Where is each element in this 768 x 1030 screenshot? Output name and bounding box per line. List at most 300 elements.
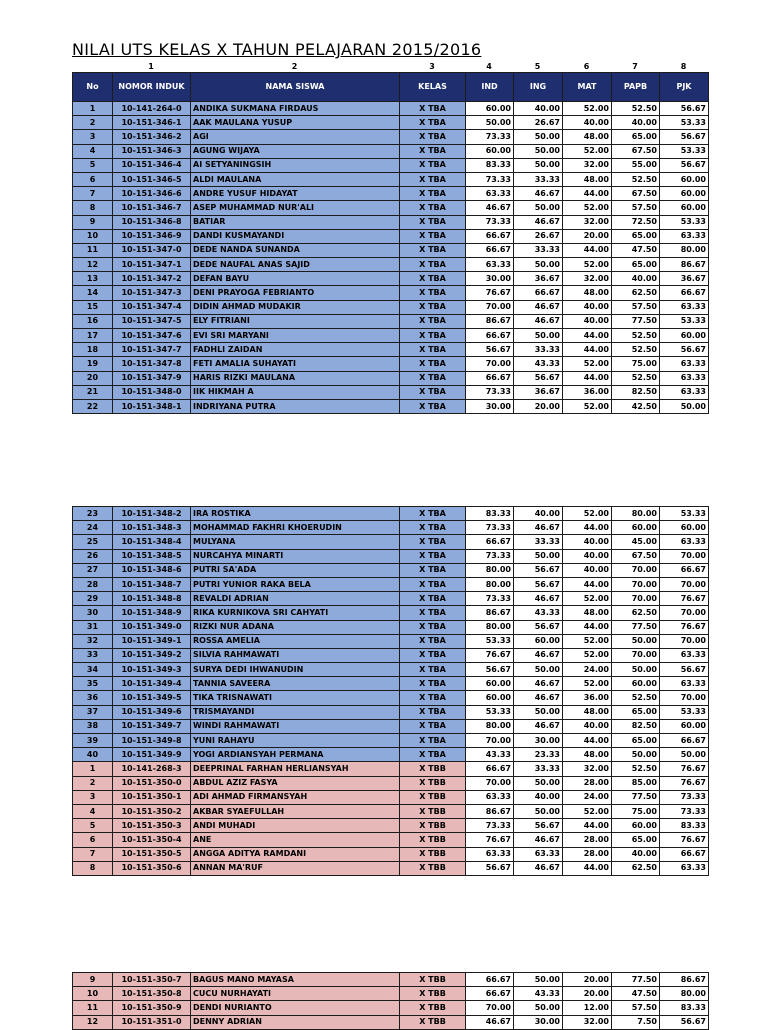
cell-no: 7	[73, 187, 113, 201]
cell-mat: 40.00	[563, 300, 612, 314]
cell-papb: 65.00	[612, 229, 660, 243]
table-row	[73, 987, 709, 1001]
cell-nama-siswa: ANDIKA SUKMANA FIRDAUS	[191, 102, 400, 116]
cell-nomor-induk: 10-151-349-5	[113, 691, 191, 705]
cell-pjk: 70.00	[660, 634, 709, 648]
cell-pjk: 70.00	[660, 606, 709, 620]
cell-pjk: 86.67	[660, 973, 709, 987]
cell-ind: 66.67	[466, 987, 514, 1001]
cell-papb: 62.50	[612, 286, 660, 300]
cell-no: 5	[73, 158, 113, 172]
cell-mat: 52.00	[563, 144, 612, 158]
table-row	[73, 300, 709, 314]
header-pjk: PJK	[660, 73, 709, 102]
cell-nomor-induk: 10-151-347-4	[113, 300, 191, 314]
cell-nomor-induk: 10-151-348-5	[113, 549, 191, 563]
table-row	[73, 592, 709, 606]
cell-no: 9	[73, 973, 113, 987]
cell-no: 18	[73, 343, 113, 357]
cell-ing: 33.33	[514, 762, 563, 776]
cell-nomor-induk: 10-151-350-1	[113, 790, 191, 804]
table-row	[73, 343, 709, 357]
cell-no: 28	[73, 577, 113, 591]
table-row	[73, 243, 709, 257]
cell-nomor-induk: 10-151-347-8	[113, 357, 191, 371]
cell-nama-siswa: AGUNG WIJAYA	[191, 144, 400, 158]
cell-nama-siswa: BAGUS MANO MAYASA	[191, 973, 400, 987]
cell-pjk: 76.67	[660, 776, 709, 790]
table-row	[73, 521, 709, 535]
cell-nomor-induk: 10-151-347-5	[113, 314, 191, 328]
cell-papb: 60.00	[612, 677, 660, 691]
cell-papb: 52.50	[612, 102, 660, 116]
cell-ing: 56.67	[514, 819, 563, 833]
cell-pjk: 60.00	[660, 521, 709, 535]
cell-no: 4	[73, 144, 113, 158]
cell-pjk: 60.00	[660, 172, 709, 186]
header-mat: MAT	[563, 73, 612, 102]
cell-nama-siswa: DENDI NURIANTO	[191, 1001, 400, 1015]
cell-nomor-induk: 10-151-350-5	[113, 847, 191, 861]
cell-papb: 75.00	[612, 357, 660, 371]
cell-nomor-induk: 10-151-348-7	[113, 577, 191, 591]
cell-ing: 50.00	[514, 130, 563, 144]
cell-nama-siswa: EVI SRI MARYANI	[191, 329, 400, 343]
cell-papb: 77.50	[612, 620, 660, 634]
cell-ing: 33.33	[514, 343, 563, 357]
cell-ind: 56.67	[466, 663, 514, 677]
cell-kelas: X TBA	[400, 648, 466, 662]
cell-nomor-induk: 10-151-347-7	[113, 343, 191, 357]
cell-no: 2	[73, 116, 113, 130]
cell-papb: 40.00	[612, 847, 660, 861]
cell-mat: 52.00	[563, 634, 612, 648]
cell-no: 10	[73, 987, 113, 1001]
cell-papb: 60.00	[612, 819, 660, 833]
cell-ind: 43.33	[466, 748, 514, 762]
table-row	[73, 507, 709, 521]
cell-mat: 32.00	[563, 272, 612, 286]
header-ing: ING	[514, 73, 563, 102]
cell-no: 24	[73, 521, 113, 535]
cell-pjk: 76.67	[660, 592, 709, 606]
table-row	[73, 762, 709, 776]
table-row	[73, 399, 709, 413]
cell-mat: 52.00	[563, 677, 612, 691]
cell-kelas: X TBA	[400, 385, 466, 399]
cell-nomor-induk: 10-151-349-2	[113, 648, 191, 662]
cell-nama-siswa: TIKA TRISNAWATI	[191, 691, 400, 705]
cell-pjk: 63.33	[660, 677, 709, 691]
cell-kelas: X TBB	[400, 776, 466, 790]
cell-ind: 60.00	[466, 691, 514, 705]
cell-nomor-induk: 10-151-347-1	[113, 258, 191, 272]
table-row	[73, 861, 709, 875]
cell-no: 6	[73, 833, 113, 847]
cell-kelas: X TBA	[400, 201, 466, 215]
cell-ind: 86.67	[466, 606, 514, 620]
cell-ind: 63.33	[466, 187, 514, 201]
cell-ind: 70.00	[466, 1001, 514, 1015]
cell-ing: 46.67	[514, 861, 563, 875]
cell-kelas: X TBB	[400, 847, 466, 861]
cell-nama-siswa: INDRIYANA PUTRA	[191, 399, 400, 413]
table-row	[73, 144, 709, 158]
table-row	[73, 286, 709, 300]
cell-papb: 42.50	[612, 399, 660, 413]
cell-ind: 86.67	[466, 314, 514, 328]
cell-nama-siswa: ANDRE YUSUF HIDAYAT	[191, 187, 400, 201]
cell-pjk: 56.67	[660, 130, 709, 144]
cell-pjk: 53.33	[660, 116, 709, 130]
cell-ing: 46.67	[514, 691, 563, 705]
cell-nama-siswa: PUTRI SA'ADA	[191, 563, 400, 577]
cell-nomor-induk: 10-151-347-6	[113, 329, 191, 343]
cell-papb: 82.50	[612, 385, 660, 399]
cell-papb: 60.00	[612, 521, 660, 535]
cell-ing: 43.33	[514, 987, 563, 1001]
cell-no: 9	[73, 215, 113, 229]
cell-mat: 24.00	[563, 663, 612, 677]
cell-pjk: 53.33	[660, 144, 709, 158]
cell-pjk: 56.67	[660, 343, 709, 357]
cell-pjk: 70.00	[660, 549, 709, 563]
cell-no: 23	[73, 507, 113, 521]
cell-pjk: 36.67	[660, 272, 709, 286]
cell-ind: 73.33	[466, 130, 514, 144]
cell-nomor-induk: 10-151-349-9	[113, 748, 191, 762]
cell-mat: 52.00	[563, 258, 612, 272]
cell-mat: 28.00	[563, 847, 612, 861]
table-row	[73, 371, 709, 385]
cell-nomor-induk: 10-151-346-4	[113, 158, 191, 172]
cell-mat: 52.00	[563, 357, 612, 371]
cell-ing: 56.67	[514, 620, 563, 634]
cell-ing: 20.00	[514, 399, 563, 413]
cell-no: 19	[73, 357, 113, 371]
cell-mat: 40.00	[563, 535, 612, 549]
cell-nomor-induk: 10-151-346-3	[113, 144, 191, 158]
cell-nomor-induk: 10-151-351-0	[113, 1015, 191, 1029]
cell-ing: 63.33	[514, 847, 563, 861]
cell-no: 33	[73, 648, 113, 662]
cell-nomor-induk: 10-151-348-8	[113, 592, 191, 606]
cell-kelas: X TBA	[400, 357, 466, 371]
cell-no: 5	[73, 819, 113, 833]
cell-ind: 76.67	[466, 648, 514, 662]
cell-kelas: X TBA	[400, 705, 466, 719]
cell-ing: 46.67	[514, 648, 563, 662]
cell-nomor-induk: 10-151-346-2	[113, 130, 191, 144]
cell-pjk: 83.33	[660, 1001, 709, 1015]
cell-nama-siswa: ANE	[191, 833, 400, 847]
cell-papb: 52.50	[612, 691, 660, 705]
cell-ing: 36.67	[514, 272, 563, 286]
cell-kelas: X TBA	[400, 399, 466, 413]
cell-mat: 44.00	[563, 329, 612, 343]
cell-mat: 20.00	[563, 987, 612, 1001]
cell-nama-siswa: REVALDI ADRIAN	[191, 592, 400, 606]
cell-no: 25	[73, 535, 113, 549]
cell-mat: 44.00	[563, 371, 612, 385]
column-number: 5	[534, 61, 541, 71]
cell-nomor-induk: 10-141-264-0	[113, 102, 191, 116]
cell-ind: 60.00	[466, 144, 514, 158]
cell-mat: 32.00	[563, 158, 612, 172]
header-nama-siswa: NAMA SISWA	[191, 73, 400, 102]
table-row	[73, 973, 709, 987]
cell-no: 2	[73, 776, 113, 790]
cell-ind: 53.33	[466, 634, 514, 648]
header-row	[73, 73, 709, 102]
cell-nama-siswa: DANDI KUSMAYANDI	[191, 229, 400, 243]
cell-nama-siswa: ANNAN MA'RUF	[191, 861, 400, 875]
cell-kelas: X TBA	[400, 286, 466, 300]
cell-ind: 60.00	[466, 102, 514, 116]
cell-mat: 52.00	[563, 592, 612, 606]
cell-mat: 32.00	[563, 762, 612, 776]
cell-mat: 28.00	[563, 776, 612, 790]
cell-kelas: X TBB	[400, 1015, 466, 1029]
cell-pjk: 63.33	[660, 385, 709, 399]
cell-kelas: X TBA	[400, 521, 466, 535]
cell-kelas: X TBA	[400, 300, 466, 314]
cell-nomor-induk: 10-151-347-2	[113, 272, 191, 286]
cell-mat: 40.00	[563, 563, 612, 577]
cell-no: 39	[73, 734, 113, 748]
table-row	[73, 1015, 709, 1029]
cell-no: 11	[73, 243, 113, 257]
table-row	[73, 677, 709, 691]
cell-ing: 46.67	[514, 677, 563, 691]
cell-mat: 48.00	[563, 286, 612, 300]
table-row	[73, 748, 709, 762]
cell-ing: 46.67	[514, 592, 563, 606]
cell-pjk: 80.00	[660, 987, 709, 1001]
cell-pjk: 63.33	[660, 861, 709, 875]
cell-ing: 46.67	[514, 187, 563, 201]
cell-nomor-induk: 10-151-346-8	[113, 215, 191, 229]
cell-nama-siswa: ELY FITRIANI	[191, 314, 400, 328]
cell-no: 20	[73, 371, 113, 385]
cell-pjk: 73.33	[660, 804, 709, 818]
cell-nomor-induk: 10-151-346-9	[113, 229, 191, 243]
cell-no: 1	[73, 102, 113, 116]
cell-ing: 40.00	[514, 507, 563, 521]
cell-ind: 80.00	[466, 577, 514, 591]
cell-ind: 66.67	[466, 535, 514, 549]
cell-ing: 66.67	[514, 286, 563, 300]
table-row	[73, 705, 709, 719]
cell-ing: 50.00	[514, 663, 563, 677]
cell-pjk: 76.67	[660, 762, 709, 776]
table-row	[73, 691, 709, 705]
table-row	[73, 549, 709, 563]
cell-no: 34	[73, 663, 113, 677]
cell-papb: 52.50	[612, 172, 660, 186]
cell-papb: 67.50	[612, 187, 660, 201]
cell-kelas: X TBB	[400, 790, 466, 804]
cell-ing: 26.67	[514, 116, 563, 130]
cell-ind: 73.33	[466, 172, 514, 186]
cell-nama-siswa: SILVIA RAHMAWATI	[191, 648, 400, 662]
cell-pjk: 60.00	[660, 201, 709, 215]
cell-papb: 47.50	[612, 243, 660, 257]
cell-ind: 73.33	[466, 385, 514, 399]
cell-pjk: 56.67	[660, 102, 709, 116]
cell-nama-siswa: AI SETYANINGSIH	[191, 158, 400, 172]
cell-papb: 77.50	[612, 790, 660, 804]
cell-ind: 83.33	[466, 158, 514, 172]
table-row	[73, 329, 709, 343]
cell-nomor-induk: 10-151-346-5	[113, 172, 191, 186]
cell-nomor-induk: 10-151-349-7	[113, 719, 191, 733]
cell-nama-siswa: TRISMAYANDI	[191, 705, 400, 719]
cell-ind: 70.00	[466, 776, 514, 790]
cell-ind: 63.33	[466, 790, 514, 804]
column-number: 4	[486, 61, 492, 71]
cell-nomor-induk: 10-151-349-6	[113, 705, 191, 719]
cell-ind: 80.00	[466, 563, 514, 577]
column-number: 7	[632, 61, 638, 71]
table-row	[73, 158, 709, 172]
table-row	[73, 102, 709, 116]
cell-pjk: 73.33	[660, 790, 709, 804]
cell-nama-siswa: ASEP MUHAMMAD NUR'ALI	[191, 201, 400, 215]
cell-no: 27	[73, 563, 113, 577]
cell-ing: 50.00	[514, 258, 563, 272]
cell-no: 26	[73, 549, 113, 563]
cell-kelas: X TBA	[400, 158, 466, 172]
cell-ind: 73.33	[466, 215, 514, 229]
cell-ind: 46.67	[466, 1015, 514, 1029]
cell-ing: 46.67	[514, 719, 563, 733]
cell-nomor-induk: 10-151-350-4	[113, 833, 191, 847]
cell-mat: 32.00	[563, 1015, 612, 1029]
cell-ing: 56.67	[514, 563, 563, 577]
table-row	[73, 314, 709, 328]
cell-ind: 66.67	[466, 371, 514, 385]
cell-ing: 33.33	[514, 243, 563, 257]
cell-kelas: X TBA	[400, 144, 466, 158]
table-row	[73, 833, 709, 847]
cell-ing: 26.67	[514, 229, 563, 243]
cell-pjk: 60.00	[660, 719, 709, 733]
cell-ind: 73.33	[466, 819, 514, 833]
cell-ing: 50.00	[514, 201, 563, 215]
cell-mat: 40.00	[563, 719, 612, 733]
table-row	[73, 187, 709, 201]
cell-papb: 50.00	[612, 634, 660, 648]
cell-mat: 36.00	[563, 691, 612, 705]
cell-no: 31	[73, 620, 113, 634]
cell-nama-siswa: AKBAR SYAEFULLAH	[191, 804, 400, 818]
cell-ing: 50.00	[514, 973, 563, 987]
cell-ing: 50.00	[514, 705, 563, 719]
cell-kelas: X TBA	[400, 592, 466, 606]
cell-papb: 65.00	[612, 705, 660, 719]
cell-ind: 53.33	[466, 705, 514, 719]
cell-ing: 46.67	[514, 521, 563, 535]
cell-papb: 77.50	[612, 314, 660, 328]
cell-nama-siswa: DENI PRAYOGA FEBRIANTO	[191, 286, 400, 300]
cell-pjk: 63.33	[660, 357, 709, 371]
cell-ind: 63.33	[466, 258, 514, 272]
cell-mat: 44.00	[563, 343, 612, 357]
cell-mat: 48.00	[563, 172, 612, 186]
cell-mat: 44.00	[563, 577, 612, 591]
cell-no: 4	[73, 804, 113, 818]
cell-kelas: X TBA	[400, 371, 466, 385]
cell-papb: 70.00	[612, 563, 660, 577]
cell-papb: 80.00	[612, 507, 660, 521]
cell-no: 6	[73, 172, 113, 186]
column-number: 3	[429, 61, 435, 71]
cell-ing: 50.00	[514, 549, 563, 563]
cell-ind: 86.67	[466, 804, 514, 818]
grades-table-block-3	[72, 972, 709, 1030]
cell-no: 15	[73, 300, 113, 314]
cell-nomor-induk: 10-151-347-0	[113, 243, 191, 257]
cell-nama-siswa: AGI	[191, 130, 400, 144]
cell-kelas: X TBA	[400, 343, 466, 357]
cell-nama-siswa: MOHAMMAD FAKHRI KHOERUDIN	[191, 521, 400, 535]
cell-pjk: 83.33	[660, 819, 709, 833]
cell-mat: 44.00	[563, 734, 612, 748]
cell-papb: 65.00	[612, 258, 660, 272]
cell-ind: 70.00	[466, 734, 514, 748]
cell-nomor-induk: 10-151-350-8	[113, 987, 191, 1001]
cell-kelas: X TBB	[400, 987, 466, 1001]
cell-papb: 85.00	[612, 776, 660, 790]
cell-nama-siswa: ANGGA ADITYA RAMDANI	[191, 847, 400, 861]
cell-kelas: X TBB	[400, 819, 466, 833]
header-papb: PAPB	[612, 73, 660, 102]
cell-ind: 73.33	[466, 549, 514, 563]
cell-kelas: X TBA	[400, 215, 466, 229]
cell-mat: 52.00	[563, 804, 612, 818]
cell-papb: 50.00	[612, 748, 660, 762]
grades-table-block-2	[72, 506, 709, 876]
cell-nama-siswa: FETI AMALIA SUHAYATI	[191, 357, 400, 371]
cell-no: 3	[73, 130, 113, 144]
cell-pjk: 60.00	[660, 329, 709, 343]
cell-mat: 48.00	[563, 748, 612, 762]
cell-mat: 40.00	[563, 549, 612, 563]
cell-no: 14	[73, 286, 113, 300]
cell-mat: 40.00	[563, 314, 612, 328]
cell-ind: 30.00	[466, 399, 514, 413]
cell-ing: 43.33	[514, 357, 563, 371]
cell-no: 35	[73, 677, 113, 691]
cell-no: 17	[73, 329, 113, 343]
cell-nomor-induk: 10-151-347-9	[113, 371, 191, 385]
cell-no: 22	[73, 399, 113, 413]
cell-ind: 83.33	[466, 507, 514, 521]
cell-ind: 60.00	[466, 677, 514, 691]
cell-papb: 70.00	[612, 648, 660, 662]
table-row	[73, 116, 709, 130]
cell-pjk: 76.67	[660, 620, 709, 634]
cell-no: 40	[73, 748, 113, 762]
table-row	[73, 201, 709, 215]
cell-kelas: X TBA	[400, 102, 466, 116]
cell-pjk: 80.00	[660, 243, 709, 257]
cell-ind: 56.67	[466, 343, 514, 357]
cell-ing: 56.67	[514, 577, 563, 591]
cell-nama-siswa: DENNY ADRIAN	[191, 1015, 400, 1029]
table-row	[73, 620, 709, 634]
